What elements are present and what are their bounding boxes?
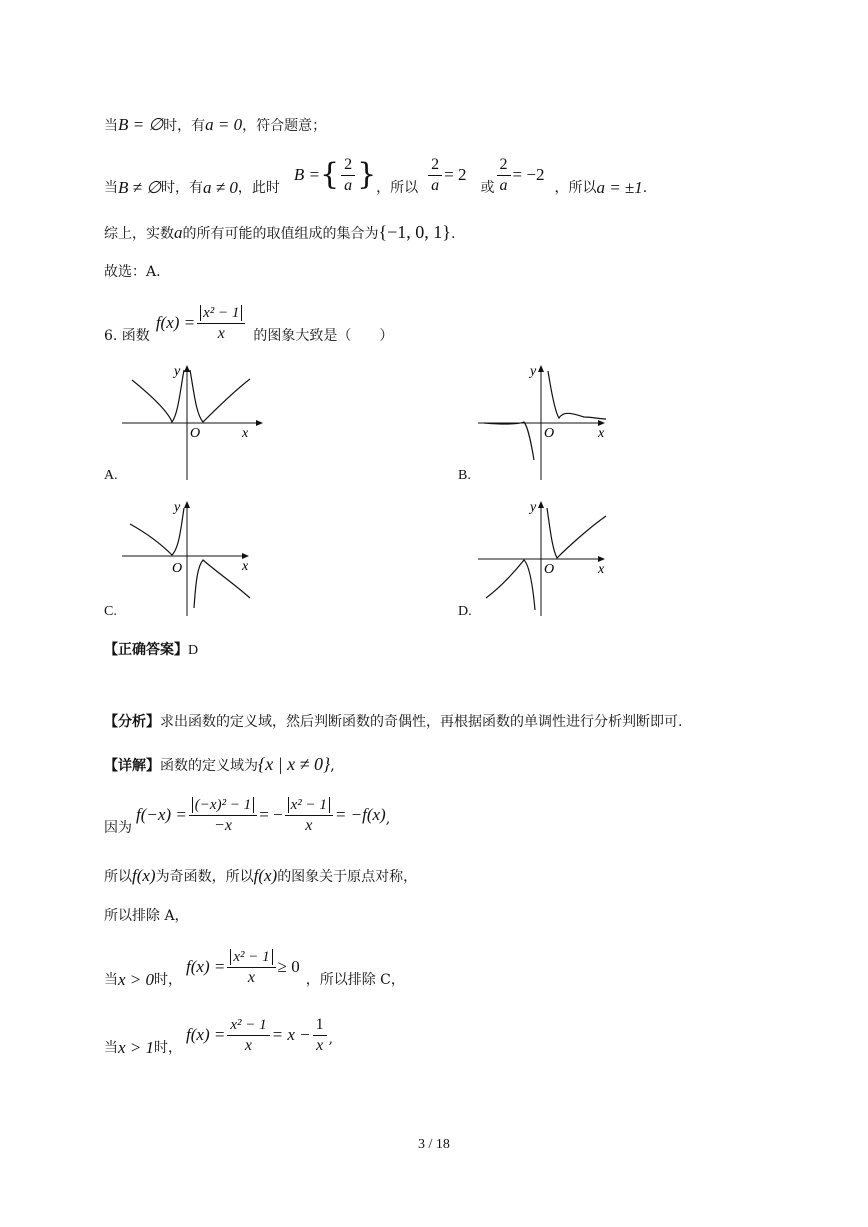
text: 当 — [104, 180, 118, 196]
denominator: a — [499, 176, 508, 194]
math: = −f(x) — [334, 805, 386, 824]
text-line-case-nonempty — [104, 150, 647, 200]
x-arrow — [256, 420, 263, 426]
curve-right — [190, 370, 250, 422]
math: = x − — [271, 1025, 311, 1044]
text: 时，有 — [161, 180, 204, 196]
x-label: x — [242, 559, 249, 574]
numerator — [189, 795, 257, 816]
fraction — [285, 795, 333, 836]
denominator: x — [244, 1036, 253, 1054]
fraction — [227, 1015, 269, 1056]
text: 所以 — [104, 869, 132, 885]
text: 因为 — [104, 820, 132, 836]
math: f(x) = — [186, 1025, 226, 1044]
text: . — [642, 180, 648, 196]
text: 时，有 — [163, 118, 206, 134]
x-label: x — [242, 426, 249, 441]
text-line-conclusion — [104, 222, 455, 244]
correct-answer — [104, 640, 198, 661]
math: f(x) — [132, 866, 156, 885]
math: x > 0 — [118, 970, 155, 989]
curve-left — [130, 508, 184, 555]
question-6 — [104, 298, 393, 348]
y-arrow — [184, 365, 190, 372]
abs-value: x² − 1 — [230, 949, 272, 965]
text: . — [450, 226, 456, 242]
text: 综上，实数 — [104, 226, 174, 242]
text: 故选：A. — [104, 264, 161, 280]
y-label: y — [174, 500, 181, 515]
question-number: 6. 函数 — [104, 328, 150, 344]
origin-label: O — [544, 426, 555, 441]
text: 或 — [480, 180, 495, 196]
origin-label: O — [190, 426, 201, 441]
graph-option-b — [474, 362, 624, 482]
text: 的图象关于原点对称， — [277, 869, 418, 885]
y-arrow — [538, 501, 544, 508]
option-c-label[interactable]: C. — [104, 604, 117, 619]
curve-right — [548, 371, 606, 419]
detail-tag: 【详解】 — [104, 758, 160, 774]
text: 的图象大致是（ ） — [253, 328, 394, 344]
text: 当 — [104, 1040, 118, 1056]
math: = − — [259, 805, 283, 824]
fraction — [341, 155, 355, 196]
math: a = 0 — [205, 115, 243, 134]
math: a = ±1 — [596, 178, 643, 197]
abs-value: (−x)² − 1 — [192, 797, 254, 813]
brace-left: { — [319, 157, 340, 192]
math: x > 1 — [118, 1038, 155, 1057]
graph-option-c — [118, 498, 268, 618]
case-greater-one — [104, 1010, 333, 1060]
curve-left — [486, 560, 535, 610]
denominator: −x — [214, 816, 232, 834]
numerator — [227, 947, 275, 968]
numerator: 2 — [497, 155, 511, 176]
fraction — [189, 795, 257, 836]
numerator: 2 — [428, 155, 442, 176]
analysis-tag: 【分析】 — [104, 714, 160, 730]
text: , — [328, 1031, 334, 1047]
math: f(x) = — [186, 957, 226, 976]
text: ，所以 — [554, 180, 597, 196]
abs-value: x² − 1 — [200, 305, 242, 321]
text: ，所以排除 C， — [305, 972, 405, 988]
fraction — [428, 155, 442, 196]
analysis — [104, 712, 682, 732]
exclude-a-line — [104, 906, 189, 926]
text: 函数的定义域为 — [160, 758, 258, 774]
text: 为奇函数，所以 — [155, 869, 254, 885]
text: ，符合题意； — [242, 118, 327, 134]
page-number: 3 / 18 — [418, 1137, 450, 1152]
option-d-label[interactable]: D. — [458, 604, 472, 619]
graph-option-d — [474, 498, 624, 618]
fraction — [497, 155, 511, 196]
text: , — [330, 758, 335, 774]
fraction — [227, 947, 275, 988]
numerator: 2 — [341, 155, 355, 176]
text: 当 — [104, 118, 118, 134]
math: {x | x ≠ 0} — [258, 754, 331, 774]
text: 时， — [154, 1040, 183, 1056]
math: f(x) = — [155, 313, 196, 332]
curve-right — [547, 508, 606, 558]
y-arrow — [184, 501, 190, 508]
math: f(−x) = — [136, 805, 187, 824]
odd-function-line — [104, 866, 417, 887]
graph-option-a — [118, 362, 268, 482]
text-line-choice — [104, 262, 161, 282]
text: ，所以 — [376, 180, 419, 196]
y-label: y — [530, 500, 537, 515]
math: a — [174, 223, 183, 242]
detail-domain — [104, 754, 335, 776]
text: 所以排除 A， — [104, 908, 189, 924]
text: , — [385, 811, 391, 827]
denominator: x — [217, 324, 225, 342]
case-positive — [104, 942, 405, 992]
parity-derivation — [104, 790, 390, 840]
numerator: x² − 1 — [227, 1015, 269, 1036]
math: = −2 — [512, 165, 545, 184]
numerator — [285, 795, 333, 816]
curve-left — [484, 422, 534, 460]
math: B = — [293, 165, 320, 184]
denominator: x — [316, 1036, 324, 1054]
x-label: x — [598, 562, 605, 577]
answer-tag: 【正确答案】 — [104, 642, 188, 658]
y-label: y — [530, 364, 537, 379]
y-label: y — [174, 364, 181, 379]
x-label: x — [598, 426, 605, 441]
origin-label: O — [544, 562, 555, 577]
numerator: 1 — [313, 1015, 327, 1036]
numerator — [197, 303, 245, 324]
fraction — [313, 1015, 327, 1056]
math: {−1, 0, 1} — [378, 222, 451, 242]
denominator: a — [344, 176, 353, 194]
math: ≥ 0 — [277, 957, 300, 976]
denominator: x — [305, 816, 313, 834]
denominator: x — [247, 968, 256, 986]
math: = 2 — [444, 165, 467, 184]
text-line-case-empty — [104, 115, 326, 136]
analysis-text: 求出函数的定义域，然后判断函数的奇偶性，再根据函数的单调性进行分析判断即可. — [160, 714, 683, 730]
origin-label: O — [172, 561, 183, 576]
math: B = ∅ — [118, 115, 164, 134]
text: 当 — [104, 972, 118, 988]
option-a-label[interactable]: A. — [104, 468, 118, 483]
option-b-label[interactable]: B. — [458, 468, 471, 483]
answer-value: D — [188, 643, 199, 658]
text: 的所有可能的取值组成的集合为 — [182, 226, 379, 242]
denominator: a — [431, 176, 440, 194]
math: f(x) — [253, 866, 278, 885]
math: B ≠ ∅ — [118, 178, 162, 197]
text: ，此时 — [237, 180, 280, 196]
fraction — [197, 303, 245, 344]
math: a ≠ 0 — [203, 178, 238, 197]
brace-right: } — [357, 157, 377, 192]
text: 时， — [154, 972, 183, 988]
y-arrow — [538, 365, 544, 372]
abs-value: x² − 1 — [288, 797, 330, 813]
